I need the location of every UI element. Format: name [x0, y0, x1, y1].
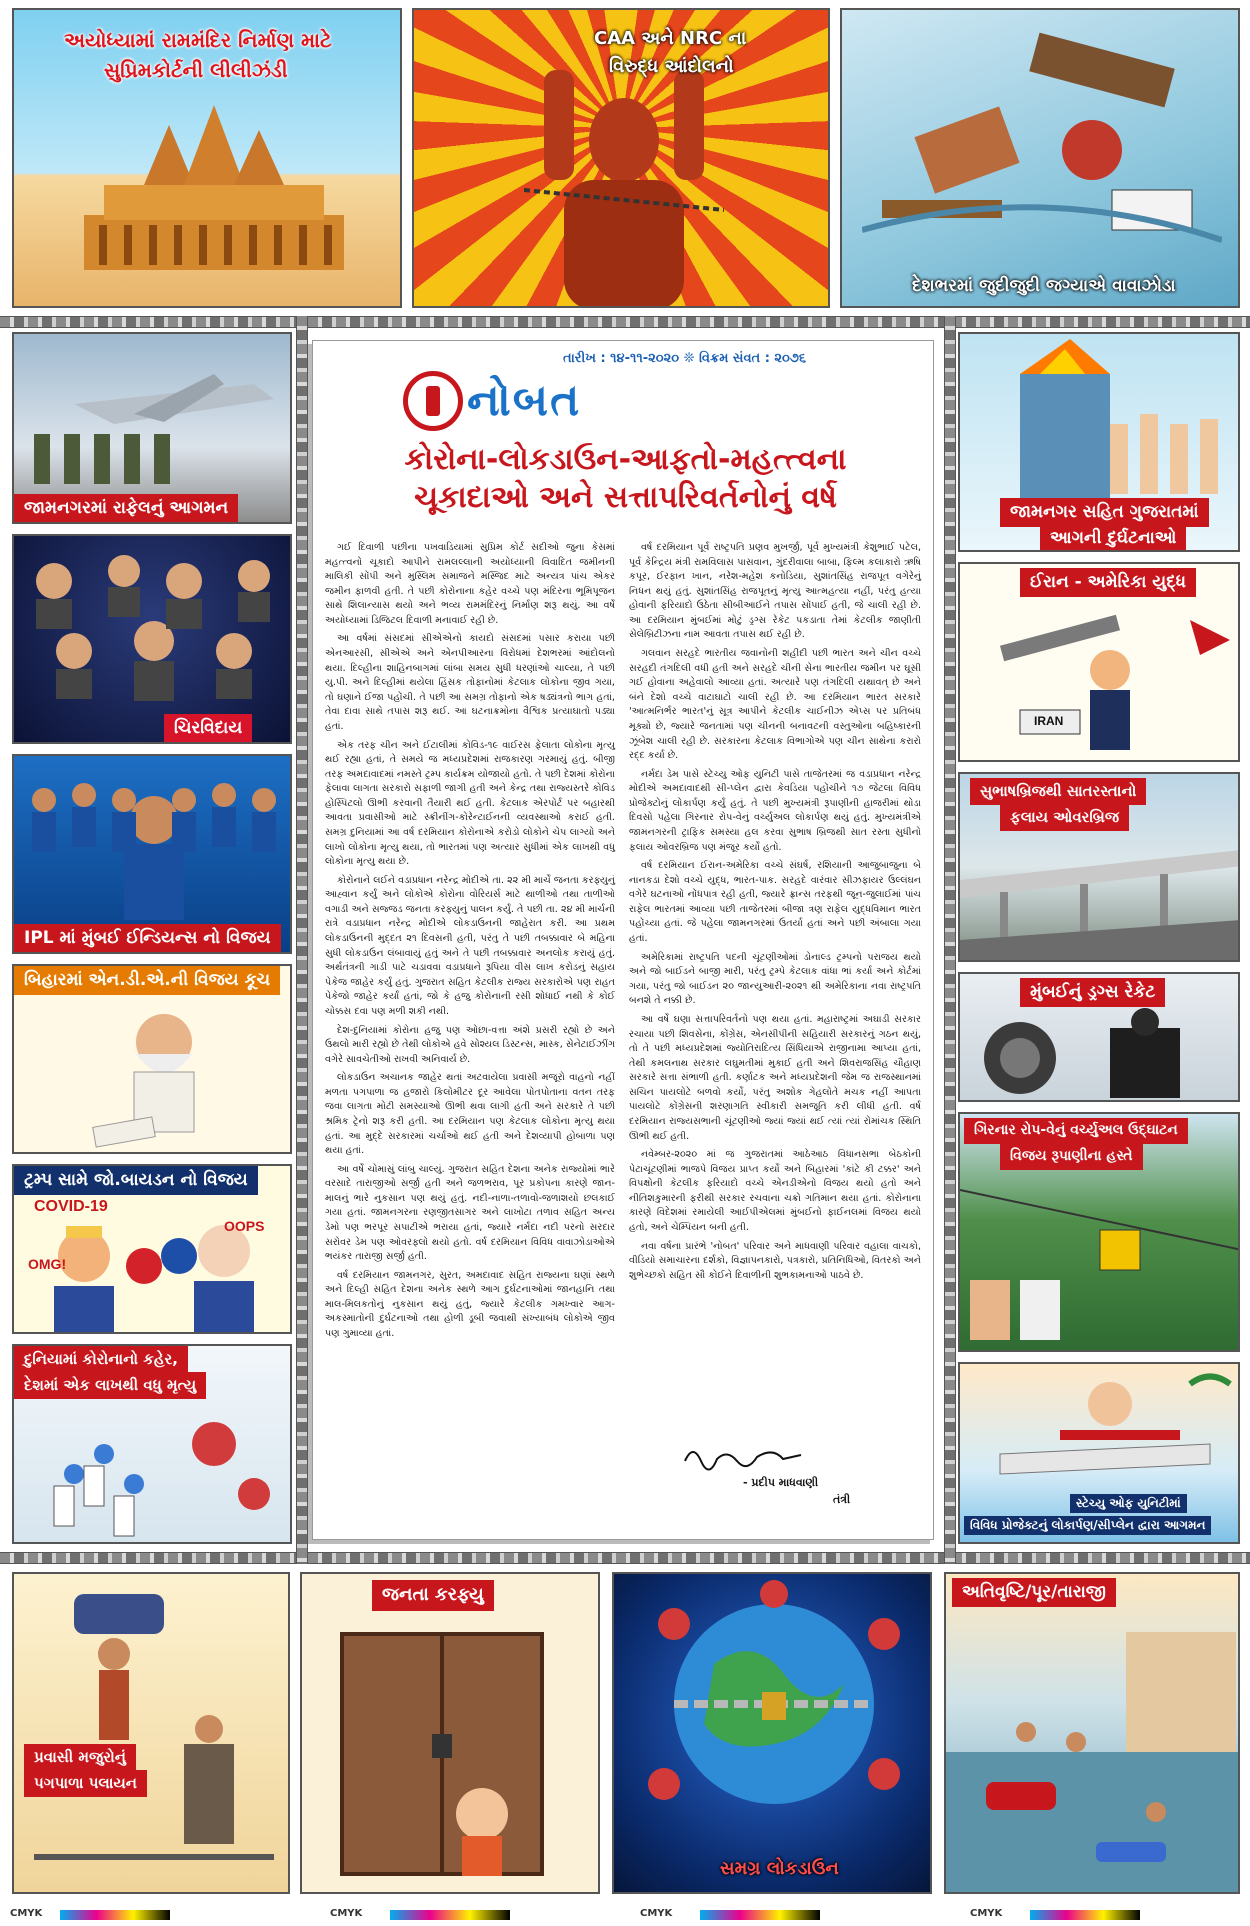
signature-name: - પ્રદીપ માધવાણી — [743, 1476, 819, 1489]
floods-caption: અતિવૃષ્ટિ/પૂર/તારાજી — [952, 1578, 1116, 1607]
statue-caption-2: વિવિધ પ્રોજેક્ટનું લોકાર્પણ/સીપ્લેન દ્વારા આગમન — [964, 1516, 1211, 1535]
lockdown-panel — [612, 1572, 932, 1894]
left-paragraph: દેશ-દુનિયામાં કોરોના હજુ પણ ઓછા-વત્તા અંશે પ્રસરી રહ્યો છે અને ઉથલો મારી રહ્યો છે તેથી લોકોએ હવે સોશ્યલ ડિસ્ટન્સ, માસ્ક, સેનેટાઈઝીંગ વગેરે સાવચેતીઓ રાખવી અનિવાર્ય છે. — [325, 1024, 615, 1065]
print-mark-2: CMYK — [330, 1908, 363, 1919]
corona-world-caption-1: દુનિયામાં કોરોનાનો કહેર, — [14, 1346, 188, 1373]
cyclone-debris-illustration — [862, 30, 1222, 250]
fire-panel — [958, 332, 1240, 552]
left-paragraph: આ વર્ષમાં સંસદમાં સીએએનો કાયદો સંસદમાં પસાર કરાયા પછી એનઆરસી, સીએએ અને એનપીઆરના વિરોધમાં દેશભરમાં આંદોલનો થયા. દિલ્હીના શાહિનબાગમાં લાંબા સમય સુધી ધરણાંઓ ચાલ્યા, તે પછી યુ.પી. અને દિલ્હીમાં થયેલા હિંસક તોફાનોમાં કેટલાક લોકોના જીવ ગયા, તો ઘણાને ઈજા પહોંચી. તે પછી આ સમગ્ર તોફાનો એક ષડ્યંત્રનો ભાગ હતાં, તેવા દાવા સાથે તપાસ શરૂ થઈ. આ ઘટનાક્રમોના વૈશ્વિક પ્રત્યાઘાતો પડ્યા હતાં. — [325, 633, 615, 732]
rafale-panel — [12, 332, 292, 524]
right-paragraph: વર્ષ દરમિયાન પૂર્વ રાષ્ટ્રપતિ પ્રણવ મુખર્જી, પૂર્વ મુખ્યમંત્રી કેશુભાઈ પટેલ, પૂર્વ કેન્દ્રિય મંત્રી રામવિલાસ પાસવાન, ગુંદરીવાલા બાબા, ફિલ્મ કલાકારો ઋષિ કપૂર, ઈરફાન ખાન, નરેશ-મહેશ કનોડિયા, સુશાંતસિંહ રાજપૂત વગેરેનું નિધન થયું હતું. સુશાંતસિંહ રાજપૂતનું મૃત્યુ આત્મહત્યા નહીં, પરંતુ હત્યા હોવાની ફરિયાદો ઉઠેતા સીબીઆઈને તપાસ સોંપાઈ હતી, જે ચાલી રહી છે. આ દરમિયાન મુંબઈમાં મોટું ડ્રગ્સ રેકેટ પકડાતા તેમાં કેટલીક જાણીતી સેલેબ્રિટીઝના નામ આવતા તપાસ થઈ રહી છે. — [629, 542, 921, 641]
flyover-caption-2: ફલાય ઓવરબ્રિજ — [1000, 804, 1129, 831]
virus-attack-illustration — [14, 1404, 292, 1544]
right-paragraph: વર્ષ દરમિયાન ઈરાન-અમેરિકા વચ્ચે સંઘર્ષ, રશિયાની આજુબાજુના બે નાનકડા દેશો વચ્ચે યુદ્ધ, ભારત-પાક. સરહદે વારંવાર સીઝફાયર ઉલ્લંઘન વગેરે ઘટનાઓ નોંધપાત્ર રહી હતી, જ્યારે ફ્રાન્સ તરફથી જૂન-જુલાઈમાં પાંચ રાફેલ ભારતમાં આવ્યા પછી તાજેતરમાં બીજા ત્રણ રાફેલ યુદ્ધવિમાન ભારત પહોંચ્યા હતાં. જે પહેલા જામનગરમાં ઉતર્યા હતાં અને પછી અંબાલા ગયા હતાં. — [629, 860, 921, 945]
date-line: તારીખ : ૧૪-૧૧-૨૦૨૦ ❊ વિક્રમ સંવત : ૨૦૭૬ — [563, 351, 807, 366]
flood-illustration — [946, 1612, 1240, 1892]
headline — [328, 441, 923, 516]
caa-nrc-panel — [412, 8, 830, 308]
curfew-panel — [300, 1572, 600, 1894]
color-bar-2 — [390, 1910, 510, 1920]
flyover-panel — [958, 772, 1240, 962]
biden-caption: ટ્રમ્પ સામે જો.બાયડન નો વિજય — [14, 1166, 258, 1195]
right-paragraph: નર્મદા ડેમ પાસે સ્ટેચ્યુ ઓફ યુનિટી પાસે તાજેતરમાં જ વડાપ્રધાન નરેન્દ્ર મોદીએ અમદાવાદથી સી-પ્લેન દ્વારા કેવડિયા પહોંચીને ૧૭ જેટલા વિવિધ પ્રોજેક્ટોનું લોકાર્પણ કર્યું હતું. તે પછી મુખ્યમંત્રી રૂપાણીની હાજરીમાં થોડા દિવસો પહેલા ગિરનાર રોપ-વેનું વર્ચ્યુઅલ લોકાર્પણ થયું હતું. મુખ્યમંત્રીએ જામનગરની ટ્રાફિક સમસ્યા હલ કરવા સુભાષ બ્રિજથી સાત રસ્તા સુધીનો ફલાય ઓવરબ્રિજ પણ મંજૂર કર્યો હતો. — [629, 768, 921, 853]
right-paragraph: અમેરિકામાં રાષ્ટ્રપતિ પદની ચૂંટણીઓમાં ડોનાલ્ડ ટ્રમ્પનો પરાજય થયો અને જો બાઈડને બાજી મારી, પરંતુ ટ્રમ્પે કેટલાક વાંધા ભાં કર્યા અને કોર્ટમાં ગયા, પરંતુ જો બાઈડન ૨૦ જાન્યુઆરી-૨૦૨૧ થી અમેરિકાના નવા રાષ્ટ્રપતિ બનશે તે નક્કી છે. — [629, 951, 921, 1007]
right-paragraph: નવેમ્બર-૨૦૨૦ માં જ ગુજરાતમાં આઠેઆઠ વિધાનસભા બેઠકોની પેટાચૂંટણીમાં ભાજપે વિજય પ્રાપ્ત કર્યો અને બિહારમાં 'કાંટે કી ટક્કર' અને વિપક્ષોની કેટલીક ફરિયાદો વચ્ચે એનડીએનો વિજય થયો હતો અને નીતિશકુમારની ફરીથી સરકાર રચવાના ચક્રો ગતિમાન થયા હતાં. કોરોનાના કારણે વિદેશમાં રમાયેલી આઈપીએલમાં મુંબઈનો ફાઈનલમાં વિજય થયો હતો, અને ચેમ્પિયન બની હતી. — [629, 1149, 921, 1234]
ram-mandir-caption-1: અયોધ્યામાં રામમંદિર નિર્માણ માટે — [64, 28, 332, 52]
biden-panel — [12, 1164, 292, 1334]
ipl-caption: IPL માં મુંબઈ ઈન્ડિયન્સ નો વિજય — [14, 924, 281, 953]
ipl-team-illustration — [14, 760, 292, 920]
migrants-caption-1: પ્રવાસી મજુરોનું — [24, 1744, 136, 1771]
chain-bottom — [0, 1552, 1250, 1564]
flyover-illustration — [960, 840, 1240, 960]
curfew-caption: જનતા કરફ્યુ — [372, 1580, 494, 1611]
editorial-column-left — [325, 541, 615, 1346]
headline-line-1: કોરોના-લોકડાઉન-આફતો-મહત્ત્વના — [404, 442, 847, 477]
chain-top — [0, 316, 1250, 328]
right-paragraph: નવા વર્ષના પ્રારંભે 'નોબત' પરિવાર અને માધવાણી પરિવાર વહાલા વાચકો, વીડિયો સમાચારના દર્શકો, વિજ્ઞાપનકારો, પત્રકારો, પ્રતિનિધિઓ, વિતરકો અને શુભેચ્છકો સહિત સૌ કોઈને દિવાળીની શુભકામનાઓ પાઠવે છે. — [629, 1240, 921, 1281]
seaplane-illustration — [960, 1364, 1240, 1494]
portraits-collage — [14, 541, 292, 711]
flyover-caption-1: સુભાષબ્રિજથી સાતરસ્તાનો — [970, 778, 1146, 805]
temple-illustration — [74, 105, 354, 275]
cyclone-panel — [840, 8, 1240, 308]
fire-building-illustration — [960, 334, 1240, 504]
modi-caricature — [64, 1002, 264, 1152]
corona-world-caption-2: દેશમાં એક લાખથી વધુ મૃત્યુ — [14, 1372, 206, 1399]
drugs-panel — [958, 972, 1240, 1102]
cyclone-caption: દેશભરમાં જુદીજુદી જગ્યાએ વાવાઝોડા — [912, 276, 1176, 296]
print-mark-1: CMYK — [10, 1908, 43, 1919]
color-bar-1 — [60, 1910, 170, 1920]
left-paragraph: લોકડાઉન અચાનક જાહેર થતાં અટવાયેલા પ્રવાસી મજૂરો વાહનો નહીં મળતા પગપાળા જ હજારો કિલોમીટર દૂર આવેલા પોતપોતાના વતન તરફ જવા લાગતા મોટી સમસ્યાઓ ઊભી થવા લાગી હતી અને સરકારે તે પછી શ્રમિક ટ્રેનો શરૂ કરી હતી. આ દરમિયાન પણ કેટલાક લોકોના મૃત્યુ થયા હતાં. આ મુદ્દે સરકારમાં ચર્ચાઓ થઈ હતી અને દેશવ્યાપી હોબાળા પણ થયા હતાં. — [325, 1072, 615, 1157]
right-paragraph: આ વર્ષે ઘણા સત્તાપરિવર્તનો પણ થયા હતાં. મહારાષ્ટ્રમાં અઘાડી સરકાર રચાયા પછી શિવસેના, કોંગ્રેસ, એનસીપીની સહિયારી સરકારનું ગઠન થયું, તો તે પછી મધ્યપ્રદેશમાં જ્યોતિરાદિત્ય સિંધિયાએ રાજીનામા આપ્યા હતાં, તેથી કમલનાથ સરકાર લઘુમતીમાં મુકાઈ હતી અને શિવરાજસિંહ ચૌહાણ સરકારે સત્તા સંભાળી હતી. કર્ણાટક અને મધ્યપ્રદેશની જેમ જ રાજસ્થાનમાં સચિન પાયલોટે બળવો કર્યો, પરંતુ અશોક ગેહલોતે મચક નહીં આપતા પાયલોટે કોંગ્રેસની શરણાગતિ સ્વીકારી સમજૂતિ કરી લીધી હતી. વર્ષ દરમિયાન રાજ્યસભાની ચૂંટણીઓ જ્યાં જ્યાં થઈ ત્યાં ત્યાં રોમાંચક સ્થિતિ ઊભી થઈ હતી. — [629, 1013, 921, 1142]
caa-caption-2: વિરુદ્ધ આંદોલનો — [609, 56, 734, 77]
editorial-sheet — [312, 340, 934, 1540]
iran-usa-caption: ઈરાન - અમેરિકા યુદ્ધ — [1020, 568, 1196, 597]
fire-caption-2: આગની દુર્ઘટનાઓ — [1040, 524, 1186, 552]
oops-label: OOPS — [224, 1218, 265, 1234]
nobat-logo — [403, 371, 663, 431]
drugs-illustration — [960, 1008, 1240, 1102]
print-mark-3: CMYK — [640, 1908, 673, 1919]
caa-caption-1: CAA અને NRC ના — [594, 28, 747, 49]
omg-label: OMG! — [28, 1256, 67, 1272]
nobat-logo-text: નોબત — [467, 375, 582, 426]
left-paragraph: વર્ષ દરમિયાન જામનગર, સુરત, અમદાવાદ સહિત રાજ્યના ઘણાં સ્થળે અને દિલ્હી સહિત દેશના અનેક સ્થળે આગ દુર્ઘટનાઓમાં જાનહાનિ તથા માલ-મિલકતોનું નુકસાન થયું હતું, જ્યારે કેટલીક ગમખ્વાર આગ-અકસ્માતોની દુર્ઘટનાઓ તથા હોળી ડૂબી જવાથી સંખ્યાબંધ લોકોએ જીવ પણ ગુમાવ્યા હતાં. — [325, 1269, 615, 1340]
floods-panel — [944, 1572, 1240, 1894]
locked-door-illustration — [302, 1614, 600, 1894]
lockdown-globe-illustration — [614, 1574, 932, 1844]
migrants-panel — [12, 1572, 290, 1894]
girnar-caption-1: ગિરનાર રોપ-વેનું વર્ચ્યુઅલ ઉદ્ઘાટન — [964, 1118, 1188, 1144]
covid-label: COVID-19 — [34, 1198, 108, 1215]
headline-line-2: ચૂકાદાઓ અને સત્તાપરિવર્તનોનું વર્ષ — [414, 479, 837, 515]
editorial-column-right — [629, 541, 921, 1287]
ram-mandir-panel — [12, 8, 402, 308]
left-paragraph: આ વર્ષે ચોમાસું લાંબુ ચાલ્યું. ગુજરાત સહિત દેશના અનેક રાજ્યોમાં ભારે વરસાદે તારાજીઓ સર્જી હતી અને જળભરાવ, પૂર પ્રકોપના કારણે જાન-માલનું ભારે નુકસાન પણ થયું હતું. નદી-નાળા-તળાવો-જળાશયો છલકાઈ ગયા હતાં. જામનગરના રણજીતસાગર અને લાખોટા તળાવ સહિત અન્ય ડેમો પણ ભરપૂર સપાટીએ ભરાયા હતાં, જ્યારે નર્મદા નદી પરનો સરદાર સરોવર ડેમ પણ ઓવરફ્લો થયો હતો. વર્ષ દરમિયાન વિવિધ વાવાઝોડાઓએ ભયંકર તારાજી સર્જી હતી. — [325, 1163, 615, 1263]
migrants-illustration — [14, 1584, 290, 1884]
migrants-caption-2: પગપાળા પલાયન — [24, 1770, 147, 1797]
left-paragraph: એક તરફ ચીન અને ઈટાલીમાં કોવિડ-૧૯ વાઈરસ ફેલાતા લોકોના મૃત્યુ થઈ રહ્યા હતાં, તે સમયે જ મધ્યપ્રદેશમાં રાજકારણ ગરમાયું હતું. બીજી તરફ અમદાવાદમાં નમસ્તે ટ્રમ્પ કાર્યક્રમ યોજાયો હતો. તે પછી દેશમાં કોરોના ફેલાવા લાગતા સરકારો સફાળી જાગી હતી અને કેન્દ્ર તથા રાજ્યસ્તરે કોવિડ હોસ્પિટલો ઊભી કરવાની તૈયારી થઈ હતી. કેટલાક એરપોર્ટ પર બહારથી આવતા પ્રવાસીઓ માટે સ્ક્રીનીંગ-કોરેન્ટાઈનની વ્યવસ્થાઓ કરાઈ હતી. સમગ્ર દુનિયામાં આ વર્ષ દરમિયાન કોરોનાએ કરોડો લોકોને ચેપ લાગ્યો અને લાખો લોકોના મૃત્યુ થયા, તો ભારતમાં પણ અત્યાર સુધીમાં એક લાખથી વધુ લોકોના મૃત્યુ થયા છે. — [325, 739, 615, 868]
corona-world-panel — [12, 1344, 292, 1544]
nobat-logo-emblem — [403, 371, 463, 431]
statue-unity-panel — [958, 1362, 1240, 1544]
obituary-caption: ચિરવિદાય — [164, 714, 252, 743]
girnar-caption-2: વિજય રૂપાણીના હસ્તે — [1000, 1144, 1143, 1170]
handwritten-signature — [683, 1441, 803, 1471]
protester-illustration — [524, 70, 724, 308]
obituary-panel — [12, 534, 292, 744]
bihar-caption: બિહારમાં એન.ડી.એ.ની વિજય કૂચ — [14, 966, 280, 995]
ipl-panel — [12, 754, 292, 954]
color-bar-3 — [700, 1910, 820, 1920]
rafale-caption: જામનગરમાં રાફેલનું આગમન — [14, 494, 238, 523]
girnar-ropeway-panel — [958, 1112, 1240, 1352]
bihar-panel — [12, 964, 292, 1154]
rafale-jet-illustration — [14, 344, 292, 494]
left-paragraph: ગઈ દિવાળી પછીના પખવાડિયામાં સુપ્રિમ કોર્ટ સદીઓ જુના કેસમાં મહત્ત્વનો ચૂકાદો આપીને રામલલ્લાની અયોધ્યાની વિવાદિત જમીનની માલિકી સોંપી અને મુસ્લિમ સમાજને મસ્જિદ માટે અન્યત્ર પાંચ એકર જમીન ફાળવી હતી. તે પછી કોરોનાના કહેર વચ્ચે પણ મંદિરના ભૂમિપૂજન સાથે શિલાન્યાસ થયો અને ભવ્ય રામમંદિરનું નિર્માણ શરૂ થયું. આ વર્ષે અયોધ્યામાં ડિજિટલ દિવાળી મનાવાઈ રહી છે. — [325, 542, 615, 626]
statue-caption-1: સ્ટેચ્યુ ઓફ યુનિટીમાં — [1070, 1494, 1187, 1513]
iran-sign: IRAN — [1034, 714, 1064, 728]
print-mark-4: CMYK — [970, 1908, 1003, 1919]
left-paragraph: કોરોનાને લઈને વડાપ્રધાન નરેન્દ્ર મોદીએ તા. ૨૨ મી માર્ચે જનતા કરફ્યુનું આહ્વાન કર્યું અને લોકોએ કોરોના વોરિયર્સ માટે થાળીઓ તથા તાળીઓ વગાડી અને સજ્જડ જનતા કરફ્યુનું પાલન કર્યું. તે પછી તા. ૨૪ મી માર્ચની રાત્રે વડાપ્રધાન નરેન્દ્ર મોદીએ લોકડાઉનની જાહેરાત કરી. આ પ્રથમ લોકડાઉનની મુદ્દત ૨૧ દિવસની હતી, પરંતુ તે પછી તબક્કાવાર બે મહિના સુધી લોકડાઉન લંબાવાયું હતું અને તે પછી તબક્કાવાર અનલોક કરાયું હતું. અર્થતંત્રની ગાડી પાટે ચડાવવા વડાપ્રધાને રૂપિયા વીસ લાખ કરોડનું સહાય પેકેજ જાહેર કર્યું હતું. ગુજરાત સહિત કેટલીક રાજ્ય સરકારોએ પણ રાહત પેકેજો જાહેર કર્યાં હતાં, જો કે હજુ કોરોનાની રસી શોધાઈ નથી કે કોઈ ચોક્કસ દવા પણ મળી શકી નથી. — [325, 874, 615, 1017]
color-bar-4 — [1030, 1910, 1140, 1920]
ram-mandir-caption-2: સુપ્રિમકોર્ટની લીલીઝંડી — [104, 58, 288, 82]
fire-caption-1: જામનગર સહિત ગુજરાતમાં — [1000, 498, 1209, 527]
chain-right — [944, 316, 956, 1564]
lockdown-caption: સમગ્ર લોકડાઉન — [720, 1858, 839, 1879]
drugs-caption: મુંબઈનું ડ્રગ્સ રેકેટ — [1020, 978, 1165, 1007]
signature-title: તંત્રી — [833, 1493, 851, 1506]
right-paragraph: ગલવાન સરહદે ભારતીય જવાનોની શહીદી પછી ભારત અને ચીન વચ્ચે સરહદી તંગદિલી વધી હતી અને સરહદે ચીની સેના ભારતીય જમીન પર ઘૂસી ગઈ હોવાના અહેવાલો આવ્યા હતાં. અત્યારે પણ તંગદિલી યથાવત્ છે અને બંને દેશો વચ્ચે વાટાઘાટો ચાલી રહી છે. આ દરમિયાન ભારત સરકારે 'આત્મનિર્ભર ભારત'નું સૂત્ર આપીને કેટલીક ચાઈનીઝ એપ્સ પર પ્રતિબંધ મૂક્યો છે, જ્યારે જનતામાં પણ ચીનની બનાવટની વસ્તુઓના બહિષ્કારની ઝૂંબેશ ચાલી રહી છે. સરકારના કેટલાક વિભાગોએ પણ ચીન સાથેના કરારો રદ્દ કર્યા છે. — [629, 648, 921, 762]
iran-usa-panel — [958, 562, 1240, 762]
chain-left — [296, 316, 308, 1564]
ropeway-illustration — [960, 1180, 1240, 1350]
trump-bazooka-illustration — [960, 600, 1240, 760]
signature-block — [683, 1431, 913, 1521]
